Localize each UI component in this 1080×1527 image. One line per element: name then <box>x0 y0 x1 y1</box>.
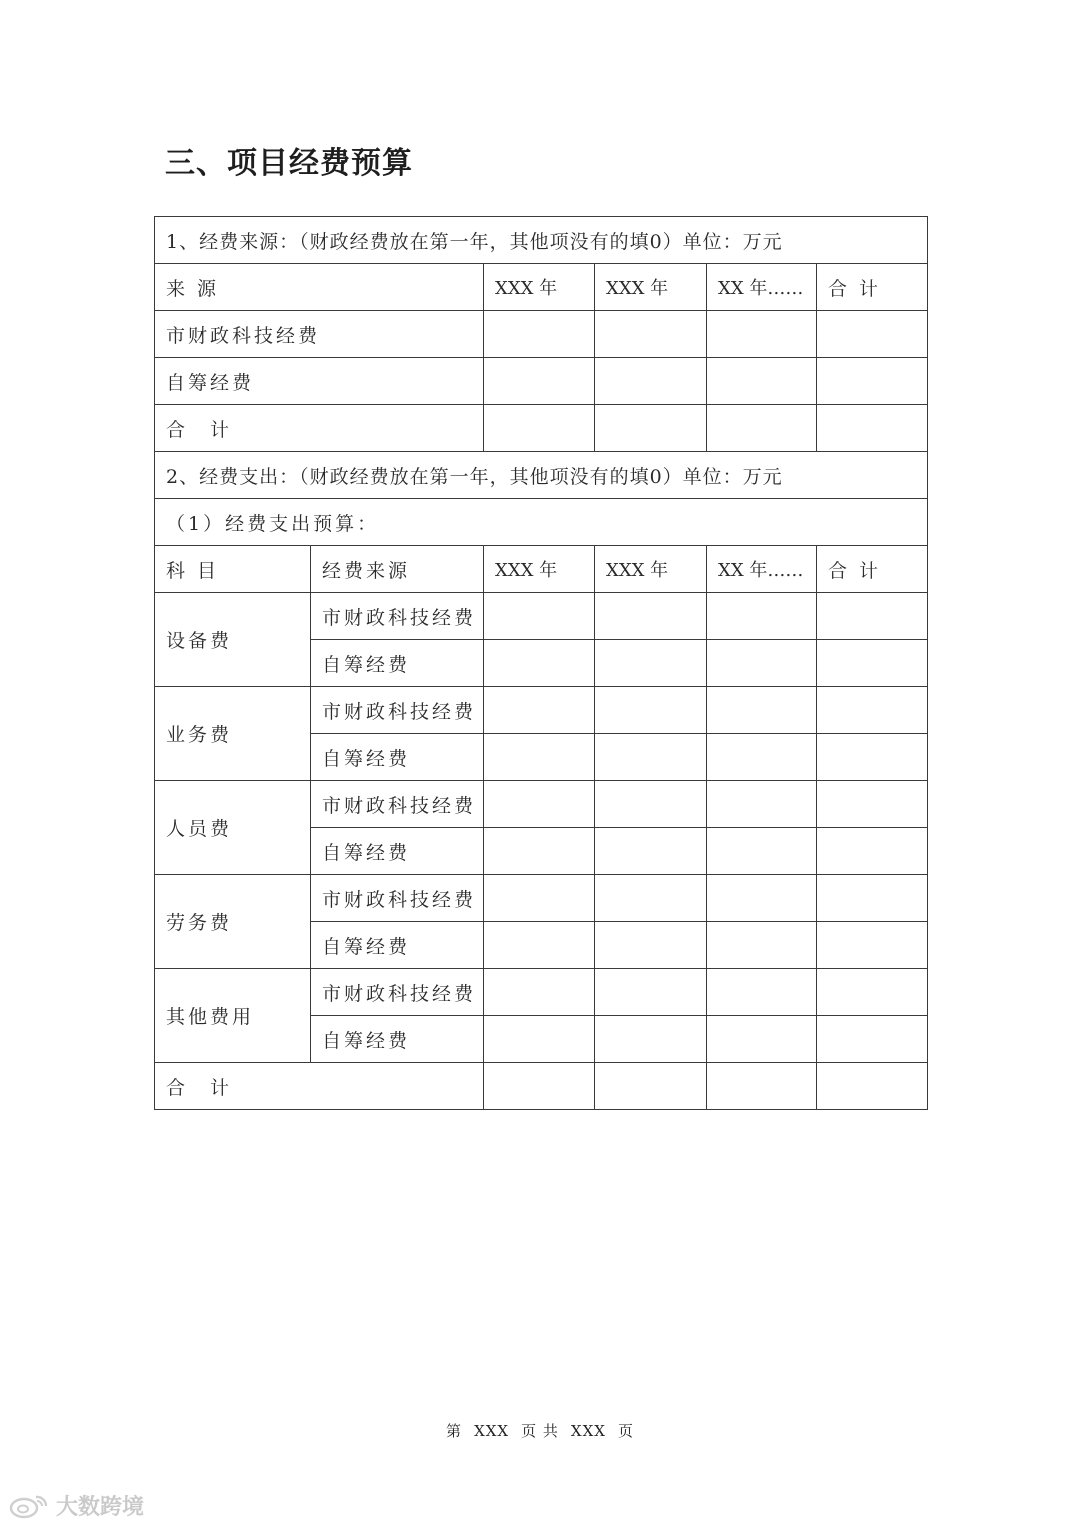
row-label: 合 计 <box>155 405 484 452</box>
input-cell[interactable] <box>707 1016 817 1063</box>
input-cell[interactable] <box>484 1016 595 1063</box>
header-year3: XX 年…… <box>707 264 817 311</box>
category-equipment: 设备费 <box>155 593 311 687</box>
input-cell[interactable] <box>595 922 707 969</box>
source-label: 市财政科技经费 <box>311 593 484 640</box>
row-label: 市财政科技经费 <box>155 311 484 358</box>
input-cell[interactable] <box>484 311 595 358</box>
expenditure-subheading-row <box>155 499 928 546</box>
table-row <box>155 875 928 922</box>
footer-total-pages: XXX <box>570 1422 606 1440</box>
footer-middle: 页 共 <box>521 1422 559 1440</box>
input-cell[interactable] <box>595 405 707 452</box>
weibo-logo-icon <box>8 1491 52 1521</box>
source-label: 自筹经费 <box>311 922 484 969</box>
input-cell[interactable] <box>707 922 817 969</box>
expenditure-header-row <box>155 546 928 593</box>
input-cell[interactable] <box>484 687 595 734</box>
input-cell[interactable] <box>484 734 595 781</box>
input-cell[interactable] <box>817 875 928 922</box>
input-cell[interactable] <box>484 922 595 969</box>
source-label: 市财政科技经费 <box>311 781 484 828</box>
input-cell[interactable] <box>595 1016 707 1063</box>
category-labor: 劳务费 <box>155 875 311 969</box>
category-business: 业务费 <box>155 687 311 781</box>
table-row <box>155 405 928 452</box>
input-cell[interactable] <box>817 405 928 452</box>
footer-prefix: 第 <box>446 1422 463 1440</box>
table-row <box>155 593 928 640</box>
header-year2: XXX 年 <box>595 264 707 311</box>
footer-current-page: XXX <box>474 1422 510 1440</box>
header-subject: 科 目 <box>155 546 311 593</box>
input-cell[interactable] <box>595 640 707 687</box>
table-row <box>155 687 928 734</box>
input-cell[interactable] <box>817 734 928 781</box>
expenditure-heading-row <box>155 452 928 499</box>
page-title: 三、项目经费预算 <box>165 146 413 181</box>
input-cell[interactable] <box>484 875 595 922</box>
footer-suffix: 页 <box>617 1422 634 1440</box>
table-row <box>155 1063 928 1110</box>
table-row <box>155 311 928 358</box>
source-label: 市财政科技经费 <box>311 875 484 922</box>
input-cell[interactable] <box>817 593 928 640</box>
input-cell[interactable] <box>595 687 707 734</box>
expenditure-heading: 2、经费支出：（财政经费放在第一年，其他项没有的填0）单位：万元 <box>155 452 928 499</box>
input-cell[interactable] <box>707 969 817 1016</box>
input-cell[interactable] <box>595 828 707 875</box>
header-total: 合 计 <box>817 546 928 593</box>
input-cell[interactable] <box>595 875 707 922</box>
funding-source-heading-row <box>155 217 928 264</box>
funding-source-header-row <box>155 264 928 311</box>
header-year2: XXX 年 <box>595 546 707 593</box>
header-total: 合 计 <box>817 264 928 311</box>
input-cell[interactable] <box>707 593 817 640</box>
budget-table <box>154 216 928 1110</box>
input-cell[interactable] <box>484 781 595 828</box>
watermark-text: 大数跨境 <box>56 1495 145 1520</box>
input-cell[interactable] <box>595 1063 707 1110</box>
header-year1: XXX 年 <box>484 546 595 593</box>
input-cell[interactable] <box>707 358 817 405</box>
source-label: 市财政科技经费 <box>311 687 484 734</box>
table-row <box>155 969 928 1016</box>
row-label: 自筹经费 <box>155 358 484 405</box>
input-cell[interactable] <box>484 358 595 405</box>
input-cell[interactable] <box>484 640 595 687</box>
input-cell[interactable] <box>707 875 817 922</box>
total-label: 合 计 <box>155 1063 484 1110</box>
input-cell[interactable] <box>595 969 707 1016</box>
input-cell[interactable] <box>707 405 817 452</box>
input-cell[interactable] <box>817 687 928 734</box>
source-label: 自筹经费 <box>311 828 484 875</box>
table-row <box>155 358 928 405</box>
header-source: 来 源 <box>155 264 484 311</box>
input-cell[interactable] <box>484 1063 595 1110</box>
input-cell[interactable] <box>817 640 928 687</box>
input-cell[interactable] <box>484 593 595 640</box>
input-cell[interactable] <box>595 358 707 405</box>
input-cell[interactable] <box>817 969 928 1016</box>
funding-source-heading: 1、经费来源：（财政经费放在第一年，其他项没有的填0）单位：万元 <box>155 217 928 264</box>
header-year3: XX 年…… <box>707 546 817 593</box>
input-cell[interactable] <box>817 358 928 405</box>
input-cell[interactable] <box>817 828 928 875</box>
source-label: 自筹经费 <box>311 640 484 687</box>
source-label: 自筹经费 <box>311 734 484 781</box>
input-cell[interactable] <box>707 781 817 828</box>
input-cell[interactable] <box>595 781 707 828</box>
input-cell[interactable] <box>484 828 595 875</box>
source-label: 自筹经费 <box>311 1016 484 1063</box>
source-label: 市财政科技经费 <box>311 969 484 1016</box>
input-cell[interactable] <box>707 734 817 781</box>
input-cell[interactable] <box>595 593 707 640</box>
table-row <box>155 781 928 828</box>
input-cell[interactable] <box>817 1016 928 1063</box>
page-footer <box>0 1420 1080 1441</box>
input-cell[interactable] <box>707 1063 817 1110</box>
input-cell[interactable] <box>817 922 928 969</box>
input-cell[interactable] <box>595 734 707 781</box>
input-cell[interactable] <box>817 781 928 828</box>
expenditure-subheading: （1）经费支出预算： <box>155 499 928 546</box>
input-cell[interactable] <box>707 828 817 875</box>
input-cell[interactable] <box>484 969 595 1016</box>
input-cell[interactable] <box>707 640 817 687</box>
header-year1: XXX 年 <box>484 264 595 311</box>
watermark <box>8 1490 144 1521</box>
input-cell[interactable] <box>817 311 928 358</box>
header-funding-source: 经费来源 <box>311 546 484 593</box>
input-cell[interactable] <box>595 311 707 358</box>
input-cell[interactable] <box>484 405 595 452</box>
input-cell[interactable] <box>707 311 817 358</box>
category-other: 其他费用 <box>155 969 311 1063</box>
category-personnel: 人员费 <box>155 781 311 875</box>
input-cell[interactable] <box>707 687 817 734</box>
input-cell[interactable] <box>817 1063 928 1110</box>
